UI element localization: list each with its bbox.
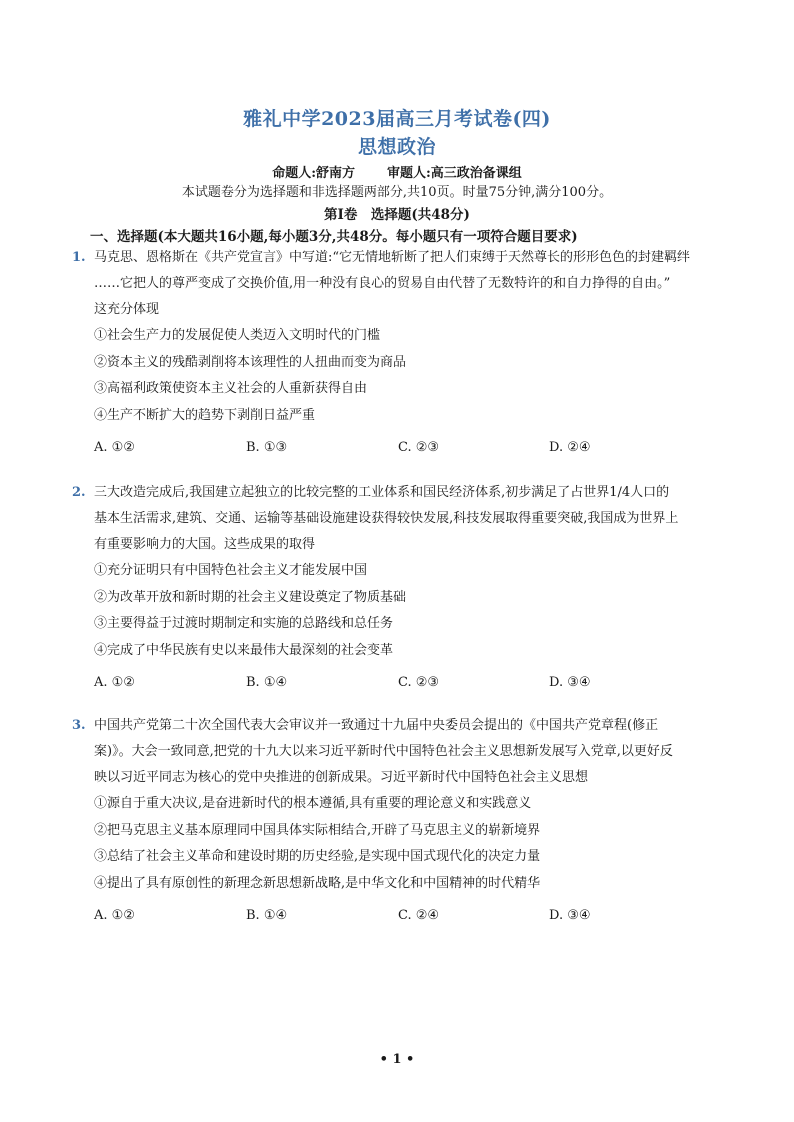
choice-b: B. ①④ — [246, 908, 288, 923]
question-stem-line: ……它把人的尊严变成了交换价值,用一种没有良心的贸易自由代替了无数特许的和自力挣得的自由。” — [94, 276, 671, 291]
question-stem-line: 有重要影响力的大国。这些成果的取得 — [94, 537, 316, 552]
statement-option: ①社会生产力的发展促使人类迈入文明时代的门槛 — [94, 328, 381, 343]
question-number: 2. — [72, 485, 86, 500]
statement-option: ③主要得益于过渡时期制定和实施的总路线和总任务 — [94, 616, 394, 631]
choice-a: A. ①② — [94, 908, 135, 923]
statement-option: ①充分证明只有中国特色社会主义才能发展中国 — [94, 563, 368, 578]
choice-d: D. ③④ — [549, 908, 591, 923]
statement-option: ③总结了社会主义革命和建设时期的历史经验,是实现中国式现代化的决定力量 — [94, 849, 541, 864]
statement-option: ④提出了具有原创性的新理念新思想新战略,是中华文化和中国精神的时代精华 — [94, 875, 541, 891]
statement-option: ③高福利政策使资本主义社会的人重新获得自由 — [94, 381, 368, 396]
question-stem-line: 马克思、恩格斯在《共产党宣言》中写道:“它无情地斩断了把人们束缚于天然尊长的形形色色的封建羁绊 — [94, 250, 691, 265]
question-2 — [72, 480, 732, 696]
question-3 — [72, 713, 732, 929]
statement-option: ④完成了中华民族有史以来最伟大最深刻的社会变革 — [94, 642, 394, 658]
answer-choices — [94, 435, 732, 461]
choice-c: C. ②④ — [398, 908, 440, 923]
choice-d: D. ③④ — [549, 675, 591, 690]
statement-option: ④生产不断扩大的趋势下剥削日益严重 — [94, 407, 316, 423]
choice-c: C. ②③ — [398, 440, 440, 455]
question-stem-line: 这充分体现 — [94, 302, 160, 317]
subject-title: 思想政治 — [357, 136, 436, 158]
exam-title: 雅礼中学2023届高三月考试卷(四) — [243, 108, 551, 130]
answer-choices — [94, 903, 732, 929]
question-stem-line: 三大改造完成后,我国建立起独立的比较完整的工业体系和国民经济体系,初步满足了占世界1/4人口的 — [94, 485, 670, 500]
choice-d: D. ②④ — [549, 440, 591, 455]
choice-b: B. ①④ — [246, 675, 288, 690]
question-stem-line: 基本生活需求,建筑、交通、运输等基础设施建设获得较快发展,科技发展取得重要突破,我国成为世界上 — [94, 511, 679, 526]
reviewer-name: 审题人:高三政治备课组 — [387, 166, 522, 181]
choice-b: B. ①③ — [246, 440, 288, 455]
question-stem-line: 中国共产党第二十次全国代表大会审议并一致通过十九届中央委员会提出的《中国共产党章程(修正 — [94, 718, 659, 733]
statement-option: ②把马克思主义基本原理同中国具体实际相结合,开辟了马克思主义的崭新境界 — [94, 822, 541, 838]
statement-option: ①源自于重大决议,是奋进新时代的根本遵循,具有重要的理论意义和实践意义 — [94, 796, 532, 811]
question-stem-line: 案)》。大会一致同意,把党的十九大以来习近平新时代中国特色社会主义思想新发展写入党章,以更好反 — [94, 744, 673, 759]
question-stem-line: 映以习近平同志为核心的党中央推进的创新成果。习近平新时代中国特色社会主义思想 — [94, 770, 589, 785]
answer-choices — [94, 670, 732, 696]
choice-a: A. ①② — [94, 675, 135, 690]
question-1 — [72, 245, 732, 461]
choice-a: A. ①② — [94, 440, 135, 455]
authors-line — [0, 162, 794, 181]
question-number: 1. — [72, 250, 86, 265]
part-heading: 第Ⅰ卷 选择题(共48分) — [324, 207, 470, 223]
page-number: • 1 • — [379, 1052, 415, 1067]
statement-option: ②为改革开放和新时期的社会主义建设奠定了物质基础 — [94, 589, 407, 605]
choice-c: C. ②③ — [398, 675, 440, 690]
exam-intro: 本试题卷分为选择题和非选择题两部分,共10页。时量75分钟,满分100分。 — [181, 185, 613, 200]
section-heading: 一、选择题(本大题共16小题,每小题3分,共48分。每小题只有一项符合题目要求) — [90, 229, 578, 245]
statement-option: ②资本主义的残酷剥削将本该理性的人扭曲而变为商品 — [94, 354, 407, 370]
question-number: 3. — [72, 718, 86, 733]
author-name: 命题人:舒南方 — [272, 166, 355, 181]
